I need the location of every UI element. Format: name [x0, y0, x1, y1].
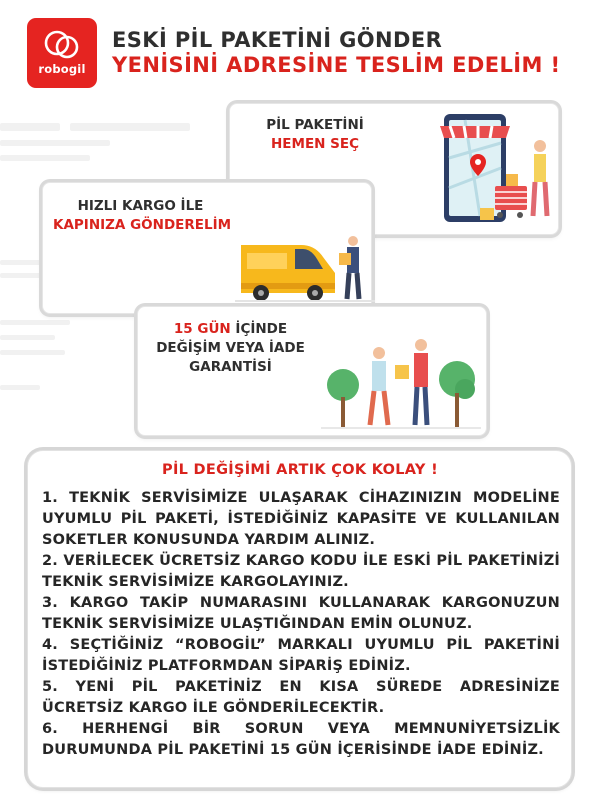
- logo-text: robogil: [38, 62, 86, 76]
- headline-line-2: YENİSİNİ ADRESİNE TESLİM EDELİM !: [112, 53, 561, 77]
- card-2-line-1: HIZLI KARGO İLE: [77, 198, 204, 214]
- card-3-line-3: GARANTİSİ: [189, 359, 272, 375]
- step-item: 1. TEKNİK SERVİSİMİZE ULAŞARAK CİHAZINIZIN MODELİNE UYUMLU PİL PAKETİ, İSTEDİĞİNİZ KAPASİTE VE KULLANILAN SOKETLER KONUSUNDA YARDIM ALINIZ.: [42, 490, 560, 548]
- card-3-days: 15 GÜN: [173, 321, 231, 337]
- steps-title: PİL DEĞİŞİMİ ARTIK ÇOK KOLAY !: [162, 462, 438, 478]
- headline: [112, 28, 592, 78]
- robogil-logo: [27, 18, 97, 88]
- phone-map-shopping-icon: [420, 108, 560, 232]
- step-item: 6. HERHENGİ BİR SORUN VEYA MEMNUNİYETSİZLİK DURUMUNDA PİL PAKETİNİ 15 GÜN İÇERİSİNDE İADE EDİNİZ.: [42, 721, 560, 758]
- card-3-within: İÇİNDE: [230, 321, 288, 337]
- step-item: 2. VERİLECEK ÜCRETSİZ KARGO KODU İLE ESKİ PİL PAKETİNİZİ TEKNİK SERVİSİMİZE KARGOLAYINIZ.: [42, 553, 560, 590]
- headline-line-1: ESKİ PİL PAKETİNİ GÖNDER: [112, 28, 443, 52]
- step-item: 3. KARGO TAKİP NUMARASINI KULLANARAK KARGONUZUN TEKNİK SERVİSİMİZE ULAŞTIĞINDAN EMİN OLUNUZ.: [42, 595, 560, 632]
- robogil-logo-icon: [27, 18, 97, 88]
- courier-handover-icon: [321, 331, 481, 431]
- card-3-line-1: [148, 320, 313, 339]
- card-2-line-2: KAPINIZA GÖNDERELİM: [53, 217, 232, 233]
- steps-list: [42, 488, 560, 761]
- delivery-van-icon: [235, 235, 375, 305]
- step-item: 4. SEÇTİĞİNİZ “ROBOGİL” MARKALI UYUMLU PİL PAKETİNİ İSTEDİĞİNİZ PLATFORMDAN SİPARİŞ EDİNİZ.: [42, 637, 560, 674]
- card-1-line-1: PİL PAKETİNİ: [266, 117, 364, 133]
- card-fast-shipping: [42, 182, 372, 314]
- card-guarantee: [137, 306, 487, 436]
- card-1-line-2: HEMEN SEÇ: [270, 136, 360, 152]
- step-item: 5. YENİ PİL PAKETİNİZ EN KISA SÜREDE ADRESİNİZE ÜCRETSİZ KARGO İLE GÖNDERİLECEKTİR.: [42, 679, 560, 716]
- card-3-line-2: DEĞİŞİM VEYA İADE: [156, 340, 305, 356]
